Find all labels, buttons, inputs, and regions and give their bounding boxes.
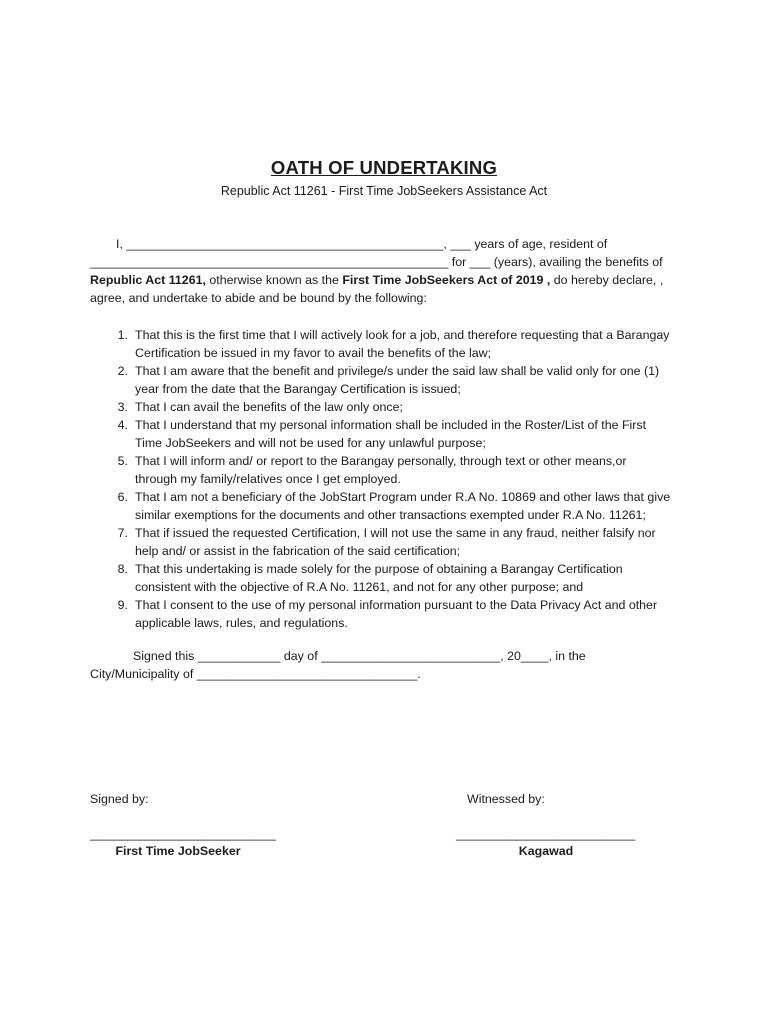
list-item bbox=[90, 398, 690, 416]
list-item-line: similar exemptions for the documents and other transactions exempted under R.A No. 11261; bbox=[135, 508, 646, 522]
list-item bbox=[90, 416, 690, 452]
list-item-number: 2. bbox=[117, 364, 128, 378]
list-item bbox=[90, 452, 690, 488]
list-item-line: Time JobSeekers and will not be used for any unlawful purpose; bbox=[135, 436, 486, 450]
signature-line-jobseeker: ___________________________ bbox=[90, 827, 277, 841]
signature-line-kagawad: __________________________ bbox=[456, 827, 636, 841]
list-item-line: That I consent to the use of my personal information pursuant to the Data Privacy Act and other bbox=[135, 598, 658, 612]
list-item-number: 6. bbox=[117, 490, 128, 504]
list-item-line: through my family/relatives once I get employed. bbox=[135, 472, 401, 486]
list-item-line: That I am not a beneficiary of the JobStart Program under R.A No. 10869 and other laws that give bbox=[135, 490, 671, 504]
list-item bbox=[90, 488, 690, 524]
list-item-line: help and/ or assist in the fabrication of the said certification; bbox=[135, 544, 461, 558]
list-item-number: 7. bbox=[117, 526, 128, 540]
intro-text-1: otherwise known as the bbox=[205, 273, 343, 287]
list-item-number: 4. bbox=[117, 418, 128, 432]
list-item-line: That I understand that my personal information shall be included in the Roster/List of the First bbox=[135, 418, 647, 432]
list-item-number: 5. bbox=[117, 454, 128, 468]
list-item bbox=[90, 326, 690, 362]
list-item-line: Certification be issued in my favor to avail the benefits of the law; bbox=[135, 346, 492, 360]
signatory-kagawad: Kagawad bbox=[518, 844, 574, 858]
list-item-number: 1. bbox=[117, 328, 128, 342]
intro-line-4: agree, and undertake to abide and be bound by the following: bbox=[90, 291, 427, 305]
list-item bbox=[90, 362, 690, 398]
undertaking-list bbox=[90, 326, 690, 632]
list-item-number: 3. bbox=[117, 400, 128, 414]
list-item-line: That I can avail the benefits of the law only once; bbox=[135, 400, 403, 414]
signed-date-line: Signed this ____________ day of __________________________, 20____, in the bbox=[133, 649, 586, 663]
document-subtitle: Republic Act 11261 - First Time JobSeekers Assistance Act bbox=[220, 184, 548, 198]
document-title: OATH OF UNDERTAKING bbox=[270, 157, 498, 178]
signed-location-line: City/Municipality of ________________________________. bbox=[90, 667, 421, 681]
list-item-line: year from the date that the Barangay Certification is issued; bbox=[135, 382, 461, 396]
signatory-jobseeker: First Time JobSeeker bbox=[115, 844, 241, 858]
list-item bbox=[90, 596, 690, 632]
list-item-number: 8. bbox=[117, 562, 128, 576]
intro-text-2: do hereby declare, , bbox=[550, 273, 664, 287]
intro-line-3 bbox=[90, 272, 663, 289]
list-item-line: That I will inform and/ or report to the Barangay personally, through text or other means,or bbox=[135, 454, 627, 468]
list-item-line: applicable laws, rules, and regulations. bbox=[135, 616, 348, 630]
signed-by-label: Signed by: bbox=[90, 792, 149, 806]
list-item-line: That this undertaking is made solely for the purpose of obtaining a Barangay Certification bbox=[135, 562, 623, 576]
intro-act-title: First Time JobSeekers Act of 2019 , bbox=[342, 273, 551, 287]
list-item bbox=[90, 560, 690, 596]
intro-line-1: I, ______________________________________________, ___ years of age, resident of bbox=[116, 237, 608, 251]
list-item bbox=[90, 524, 690, 560]
intro-line-2: ____________________________________________________ for ___ (years), availing the benefits of bbox=[90, 255, 663, 269]
list-item-number: 9. bbox=[117, 598, 128, 612]
list-item-line: That I am aware that the benefit and privilege/s under the said law shall be valid only for one (1) bbox=[135, 364, 660, 378]
list-item-line: That if issued the requested Certification, I will not use the same in any fraud, neither falsify nor bbox=[135, 526, 656, 540]
witnessed-by-label: Witnessed by: bbox=[467, 792, 545, 806]
list-item-line: consistent with the objective of R.A No. 11261, and not for any other purpose; and bbox=[135, 580, 584, 594]
list-item-line: That this is the first time that I will actively look for a job, and therefore requesting that a Barangay bbox=[135, 328, 670, 342]
intro-act-name: Republic Act 11261, bbox=[90, 273, 206, 287]
